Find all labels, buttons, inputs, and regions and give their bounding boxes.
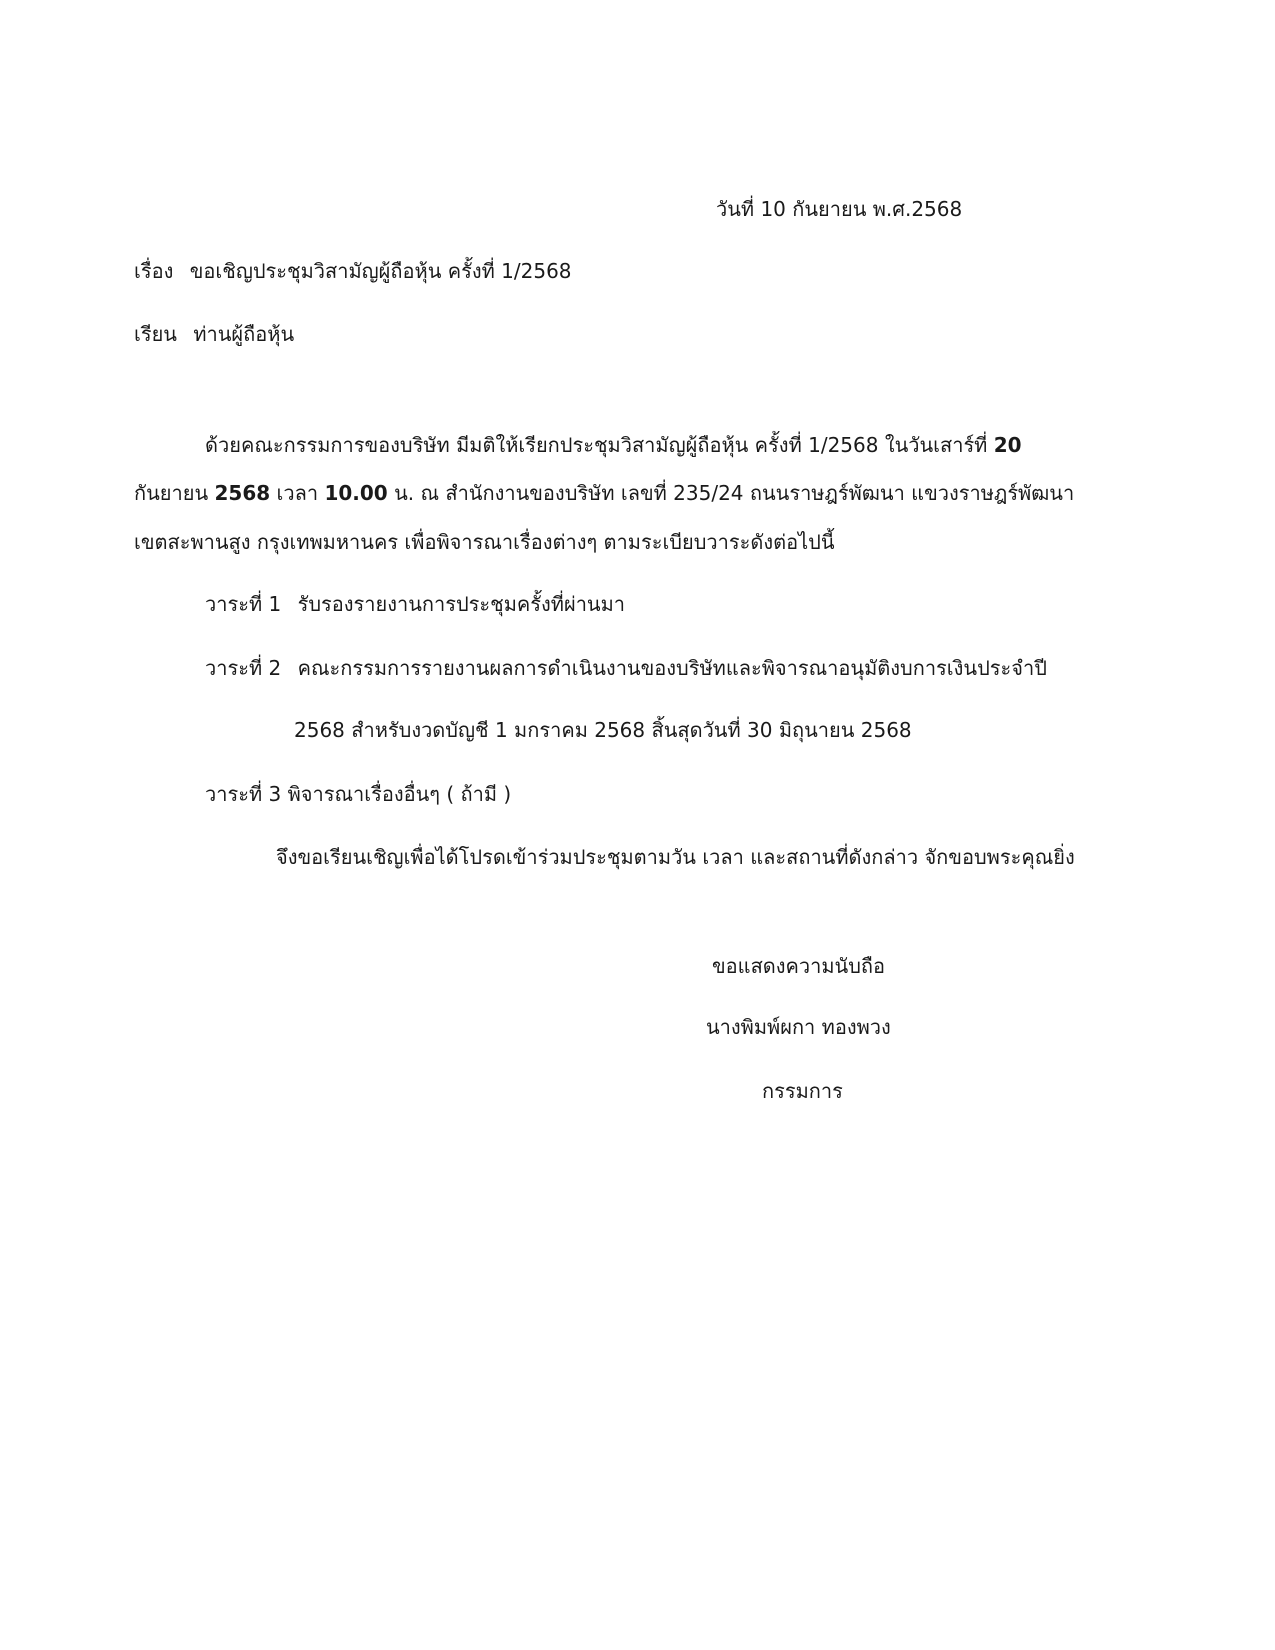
agenda-item-3	[205, 780, 511, 808]
agenda-item-1-label: วาระที่ 1	[205, 592, 282, 616]
agenda-item-2-label: วาระที่ 2	[205, 656, 282, 680]
body-line-3: เขตสะพานสูง กรุงเทพมหานคร เพื่อพิจารณาเรื่องต่างๆ ตามระเบียบวาระดังต่อไปนี้	[134, 530, 835, 554]
agenda-item-3-label: วาระที่ 3	[205, 782, 282, 806]
signer-title: กรรมการ	[762, 1079, 843, 1103]
subject-text: ขอเชิญประชุมวิสามัญผู้ถือหุ้น ครั้งที่ 1/2568	[189, 259, 572, 283]
body-line-1	[205, 431, 1022, 459]
signer-name: นางพิมพ์ผกา ทองพวง	[706, 1015, 891, 1039]
closing-regards: ขอแสดงความนับถือ	[712, 954, 886, 978]
meeting-month: กันยายน	[134, 481, 209, 505]
agenda-item-2-text: คณะกรรมการรายงานผลการดำเนินงานของบริษัทและพิจารณาอนุมัติงบการเงินประจำปี	[297, 656, 1047, 680]
body-line-1-text: ด้วยคณะกรรมการของบริษัท มีมติให้เรียกประชุมวิสามัญผู้ถือหุ้น ครั้งที่ 1/2568 ในวันเสาร์ที่	[205, 433, 988, 457]
letter-recipient	[134, 320, 294, 348]
meeting-day: 20	[993, 433, 1022, 457]
agenda-item-2	[205, 654, 1047, 682]
recipient-text: ท่านผู้ถือหุ้น	[193, 322, 295, 346]
subject-label: เรื่อง	[134, 259, 174, 283]
recipient-label: เรียน	[134, 322, 177, 346]
meeting-year: 2568	[214, 481, 271, 505]
agenda-item-2-continuation: 2568 สำหรับงวดบัญชี 1 มกราคม 2568 สิ้นสุดวันที่ 30 มิถุนายน 2568	[294, 718, 912, 742]
body-line-2	[134, 479, 1074, 507]
meeting-location: น. ณ สำนักงานของบริษัท เลขที่ 235/24 ถนนราษฎร์พัฒนา แขวงราษฎร์พัฒนา	[394, 481, 1075, 505]
meeting-time-label: เวลา	[276, 481, 319, 505]
meeting-time: 10.00	[324, 481, 388, 505]
closing-invitation: จึงขอเรียนเชิญเพื่อได้โปรดเข้าร่วมประชุมตามวัน เวลา และสถานที่ดังกล่าว จักขอบพระคุณยิ่ง	[276, 845, 1075, 869]
letter-date: วันที่ 10 กันยายน พ.ศ.2568	[716, 197, 963, 221]
agenda-item-1-text: รับรองรายงานการประชุมครั้งที่ผ่านมา	[297, 592, 626, 616]
agenda-item-3-text: พิจารณาเรื่องอื่นๆ ( ถ้ามี )	[287, 782, 512, 806]
agenda-item-1	[205, 590, 625, 618]
letter-subject	[134, 257, 572, 285]
